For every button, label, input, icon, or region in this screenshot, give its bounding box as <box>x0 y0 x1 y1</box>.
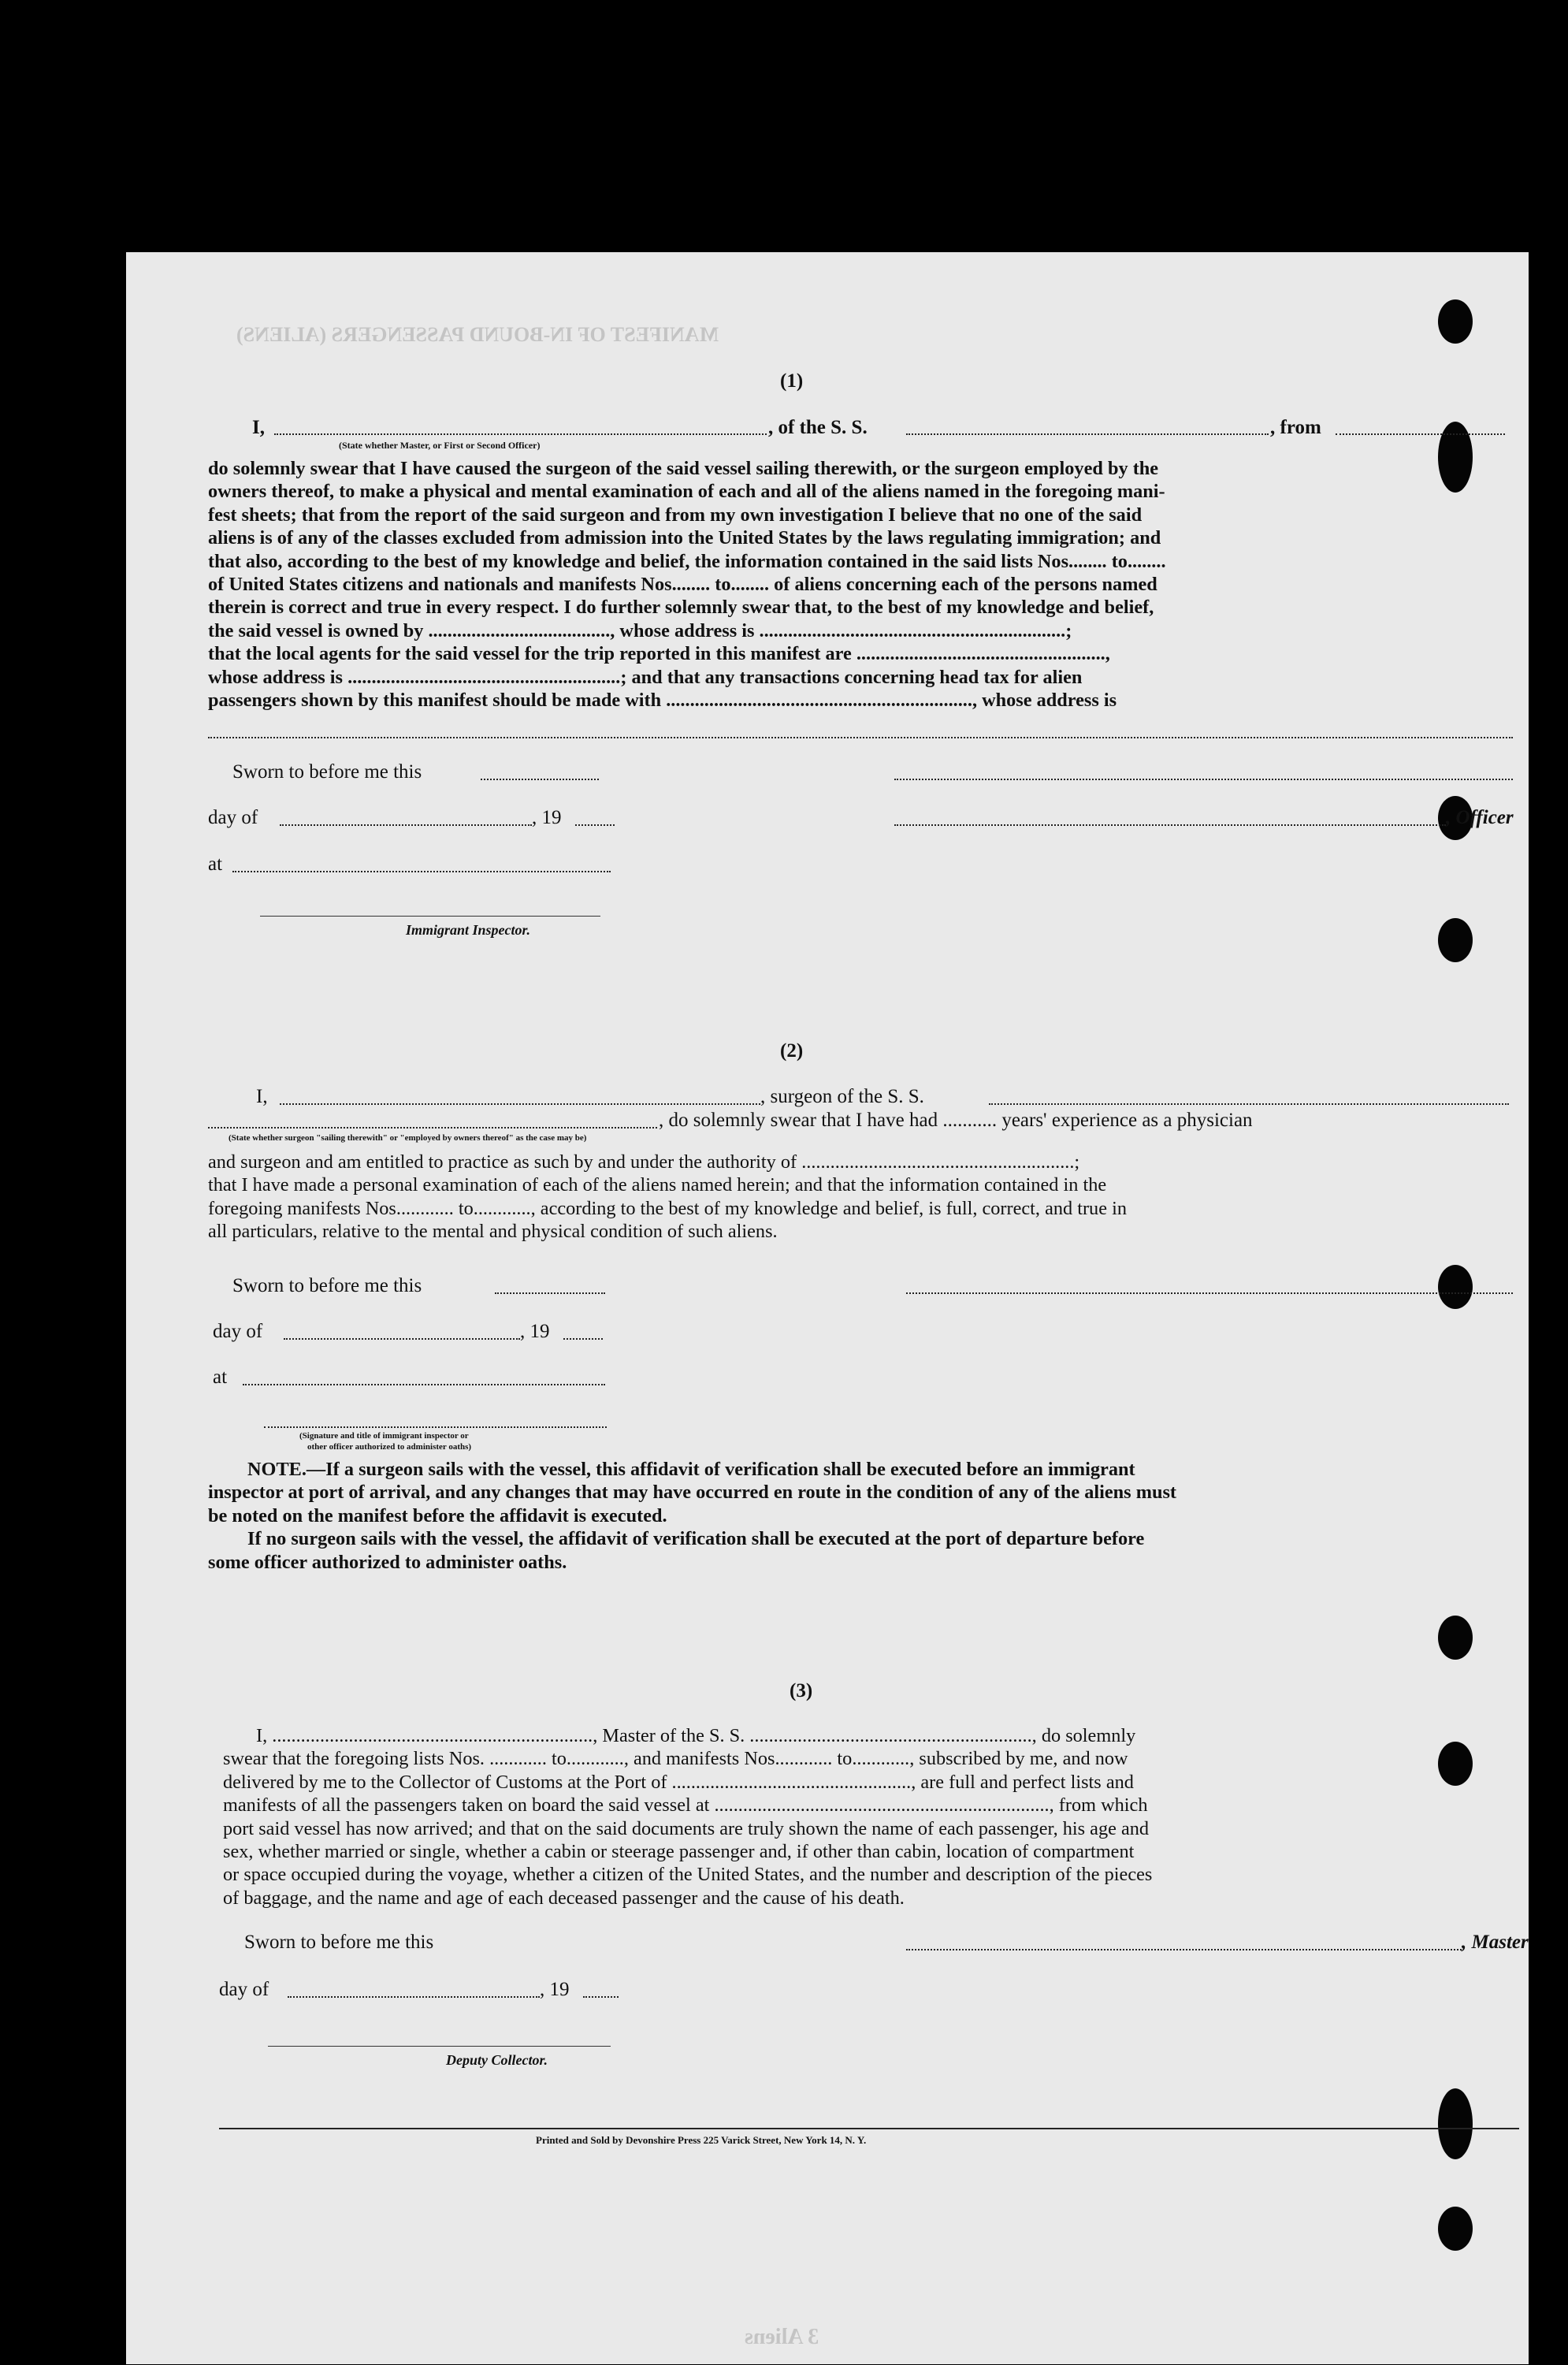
note-line: If no surgeon sails with the vessel, the affidavit of verification shall be executed at the port of departure before <box>247 1528 1145 1550</box>
affiant-label: I, <box>252 417 265 438</box>
from-label: , from <box>1270 417 1321 438</box>
document-page <box>126 252 1529 2364</box>
body-line: port said vessel has now arrived; and that on the said documents are truly shown the name of each passenger, his age and <box>223 1817 1150 1839</box>
section-2-number: (2) <box>780 1040 804 1062</box>
body-line: do solemnly swear that I have caused the surgeon of the said vessel sailing therewith, or the surgeon employed by the <box>208 458 1159 479</box>
master-signature-field-3 <box>906 1949 1462 1950</box>
at-label-1: at <box>208 853 223 875</box>
year-field-1 <box>575 824 615 826</box>
footer-rule <box>219 2128 1519 2129</box>
body-line: sex, whether married or single, whether a cabin or steerage passenger and, if other than cabin, location of compartment <box>223 1841 1135 1863</box>
sworn-day-field-1 <box>481 779 599 780</box>
bleed-through-text: MANIFEST OF IN-BOUND PASSENGERS (ALIENS) <box>236 323 719 346</box>
surgeon-caption: (State whether surgeon "sailing therewith" or "employed by owners thereof" as the case may be) <box>229 1133 587 1143</box>
body-line: that also, according to the best of my knowledge and belief, the information contained in the said lists Nos........ to........ <box>208 550 1166 572</box>
day-of-label-2: day of <box>213 1321 263 1342</box>
section-3-number: (3) <box>790 1680 813 1701</box>
affiant-caption: (State whether Master, or First or Second Officer) <box>339 440 541 451</box>
body-line: and surgeon and am entitled to practice as such by and under the authority of .........................................................; <box>208 1151 1080 1173</box>
section-3-body <box>223 1724 1523 1909</box>
body-line: aliens is of any of the classes excluded from admission into the United States by the laws regulating immigration; and <box>208 527 1161 549</box>
at-label-2: at <box>213 1367 228 1388</box>
sworn-day-field-2 <box>495 1292 605 1294</box>
footer-printer: Printed and Sold by Devonshire Press 225 Varick Street, New York 14, N. Y. <box>536 2134 867 2146</box>
year-field-2 <box>563 1338 603 1340</box>
body-line: passengers shown by this manifest should be made with ................................................................, whose address is <box>208 690 1117 712</box>
sworn-label-3: Sworn to before me this <box>244 1932 434 1953</box>
body-line: of baggage, and the name and age of each deceased passenger and the cause of his death. <box>223 1887 905 1909</box>
note-line: some officer authorized to administer oaths. <box>208 1551 567 1573</box>
master-signature-field-2 <box>906 1292 1513 1294</box>
sworn-label-1: Sworn to before me this <box>232 761 422 783</box>
binder-hole-4 <box>1438 918 1473 962</box>
body-line: fest sheets; that from the report of the said surgeon and from my own investigation I believe that no one of the said <box>208 504 1143 526</box>
deputy-signature-line <box>268 2046 611 2047</box>
note-paragraph <box>208 1458 1516 1574</box>
affiant-field <box>274 433 767 435</box>
body-line: the said vessel is owned by ......................................, whose address is ................................................................; <box>208 619 1072 641</box>
binder-hole-1 <box>1438 299 1473 344</box>
binder-hole-5 <box>1438 1265 1473 1309</box>
inspector-signature-line <box>260 916 600 917</box>
sworn-label-2: Sworn to before me this <box>232 1275 422 1296</box>
officer-signature-field <box>894 779 1513 780</box>
section-2-body <box>208 1151 1516 1244</box>
body-line: that the local agents for the said vessel for the trip reported in this manifest are ...................................................., <box>208 643 1110 665</box>
body-line: whose address is .........................................................; and that any transactions concerning head tax for alien <box>208 666 1083 688</box>
section-1-number: (1) <box>780 370 804 392</box>
from-field <box>1336 433 1505 435</box>
day-month-field-2 <box>284 1338 520 1340</box>
address-continuation-field <box>208 737 1513 738</box>
sig-caption-2: other officer authorized to administer oaths) <box>307 1442 472 1452</box>
surgeon-ship-field <box>989 1103 1509 1105</box>
day-of-label-3: day of <box>219 1979 269 2000</box>
body-line: owners thereof, to make a physical and mental examination of each and all of the aliens named in the foregoing mani- <box>208 481 1165 503</box>
officer-label: , Officer <box>1446 807 1514 828</box>
body-line: swear that the foregoing lists Nos. ............ to............, and manifests Nos............ to............, subscribed by me, and now <box>223 1748 1128 1770</box>
note-line: NOTE.—If a surgeon sails with the vessel, this affidavit of verification shall be executed before an immigrant <box>247 1459 1135 1480</box>
surgeon-of-label: , surgeon of the S. S. <box>760 1086 924 1107</box>
of-ss-label: , of the S. S. <box>768 417 868 438</box>
bottom-stamp: 3 Aliens <box>745 2325 819 2349</box>
day-month-field-1 <box>280 824 532 826</box>
at-field-1 <box>232 871 611 872</box>
inspector-caption: Immigrant Inspector. <box>406 922 531 938</box>
body-line: I, ..................................................................., Master of the S. S. ..........................................................., do solemnly <box>256 1725 1136 1746</box>
body-line: therein is correct and true in every respect. I do further solemnly swear that, to the best of my knowledge and belief, <box>208 597 1154 619</box>
day-of-label-1: day of <box>208 807 258 828</box>
year-field-3 <box>583 1996 619 1998</box>
sig-caption-1: (Signature and title of immigrant inspector or <box>299 1431 469 1441</box>
body-line: of United States citizens and nationals and manifests Nos........ to........ of aliens concerning each of the persons named <box>208 574 1157 596</box>
body-line: delivered by me to the Collector of Customs at the Port of .................................................., are full and perfect lists and <box>223 1771 1134 1793</box>
body-line: foregoing manifests Nos............ to............, according to the best of my knowledge and belief, is full, correct, and true in <box>208 1197 1127 1219</box>
body-line: or space occupied during the voyage, whether a citizen of the United States, and the number and description of the pieces <box>223 1864 1153 1886</box>
officer-field <box>894 824 1446 826</box>
note-line: inspector at port of arrival, and any changes that may have occurred en route in the condition of any of the aliens must <box>208 1482 1176 1504</box>
binder-hole-6 <box>1438 1616 1473 1660</box>
surgeon-i-label: I, <box>256 1086 268 1107</box>
year-label-3: , 19 <box>540 1979 570 2000</box>
section-1-body <box>208 457 1516 712</box>
note-line: be noted on the manifest before the affidavit is executed. <box>208 1504 667 1526</box>
surgeon-name-field <box>280 1103 760 1105</box>
body-line: all particulars, relative to the mental and physical condition of such aliens. <box>208 1221 778 1243</box>
at-field-2 <box>243 1384 605 1385</box>
master-label-3: , Master <box>1462 1932 1529 1953</box>
surgeon-line-2: , do solemnly swear that I have had ........... years' experience as a physician <box>659 1110 1253 1131</box>
day-month-field-3 <box>288 1996 540 1998</box>
ship-name-field <box>906 433 1269 435</box>
body-line: that I have made a personal examination of each of the aliens named herein; and that the information contained in the <box>208 1174 1107 1196</box>
deputy-caption: Deputy Collector. <box>446 2052 548 2068</box>
surgeon-status-field <box>208 1127 657 1129</box>
body-line: manifests of all the passengers taken on board the said vessel at ......................................................................, from which <box>223 1794 1148 1817</box>
year-label-2: , 19 <box>520 1321 550 1342</box>
year-label-1: , 19 <box>532 807 562 828</box>
binder-hole-8 <box>1438 2088 1473 2159</box>
binder-hole-9 <box>1438 2207 1473 2251</box>
inspector-signature-field-2 <box>264 1426 607 1428</box>
